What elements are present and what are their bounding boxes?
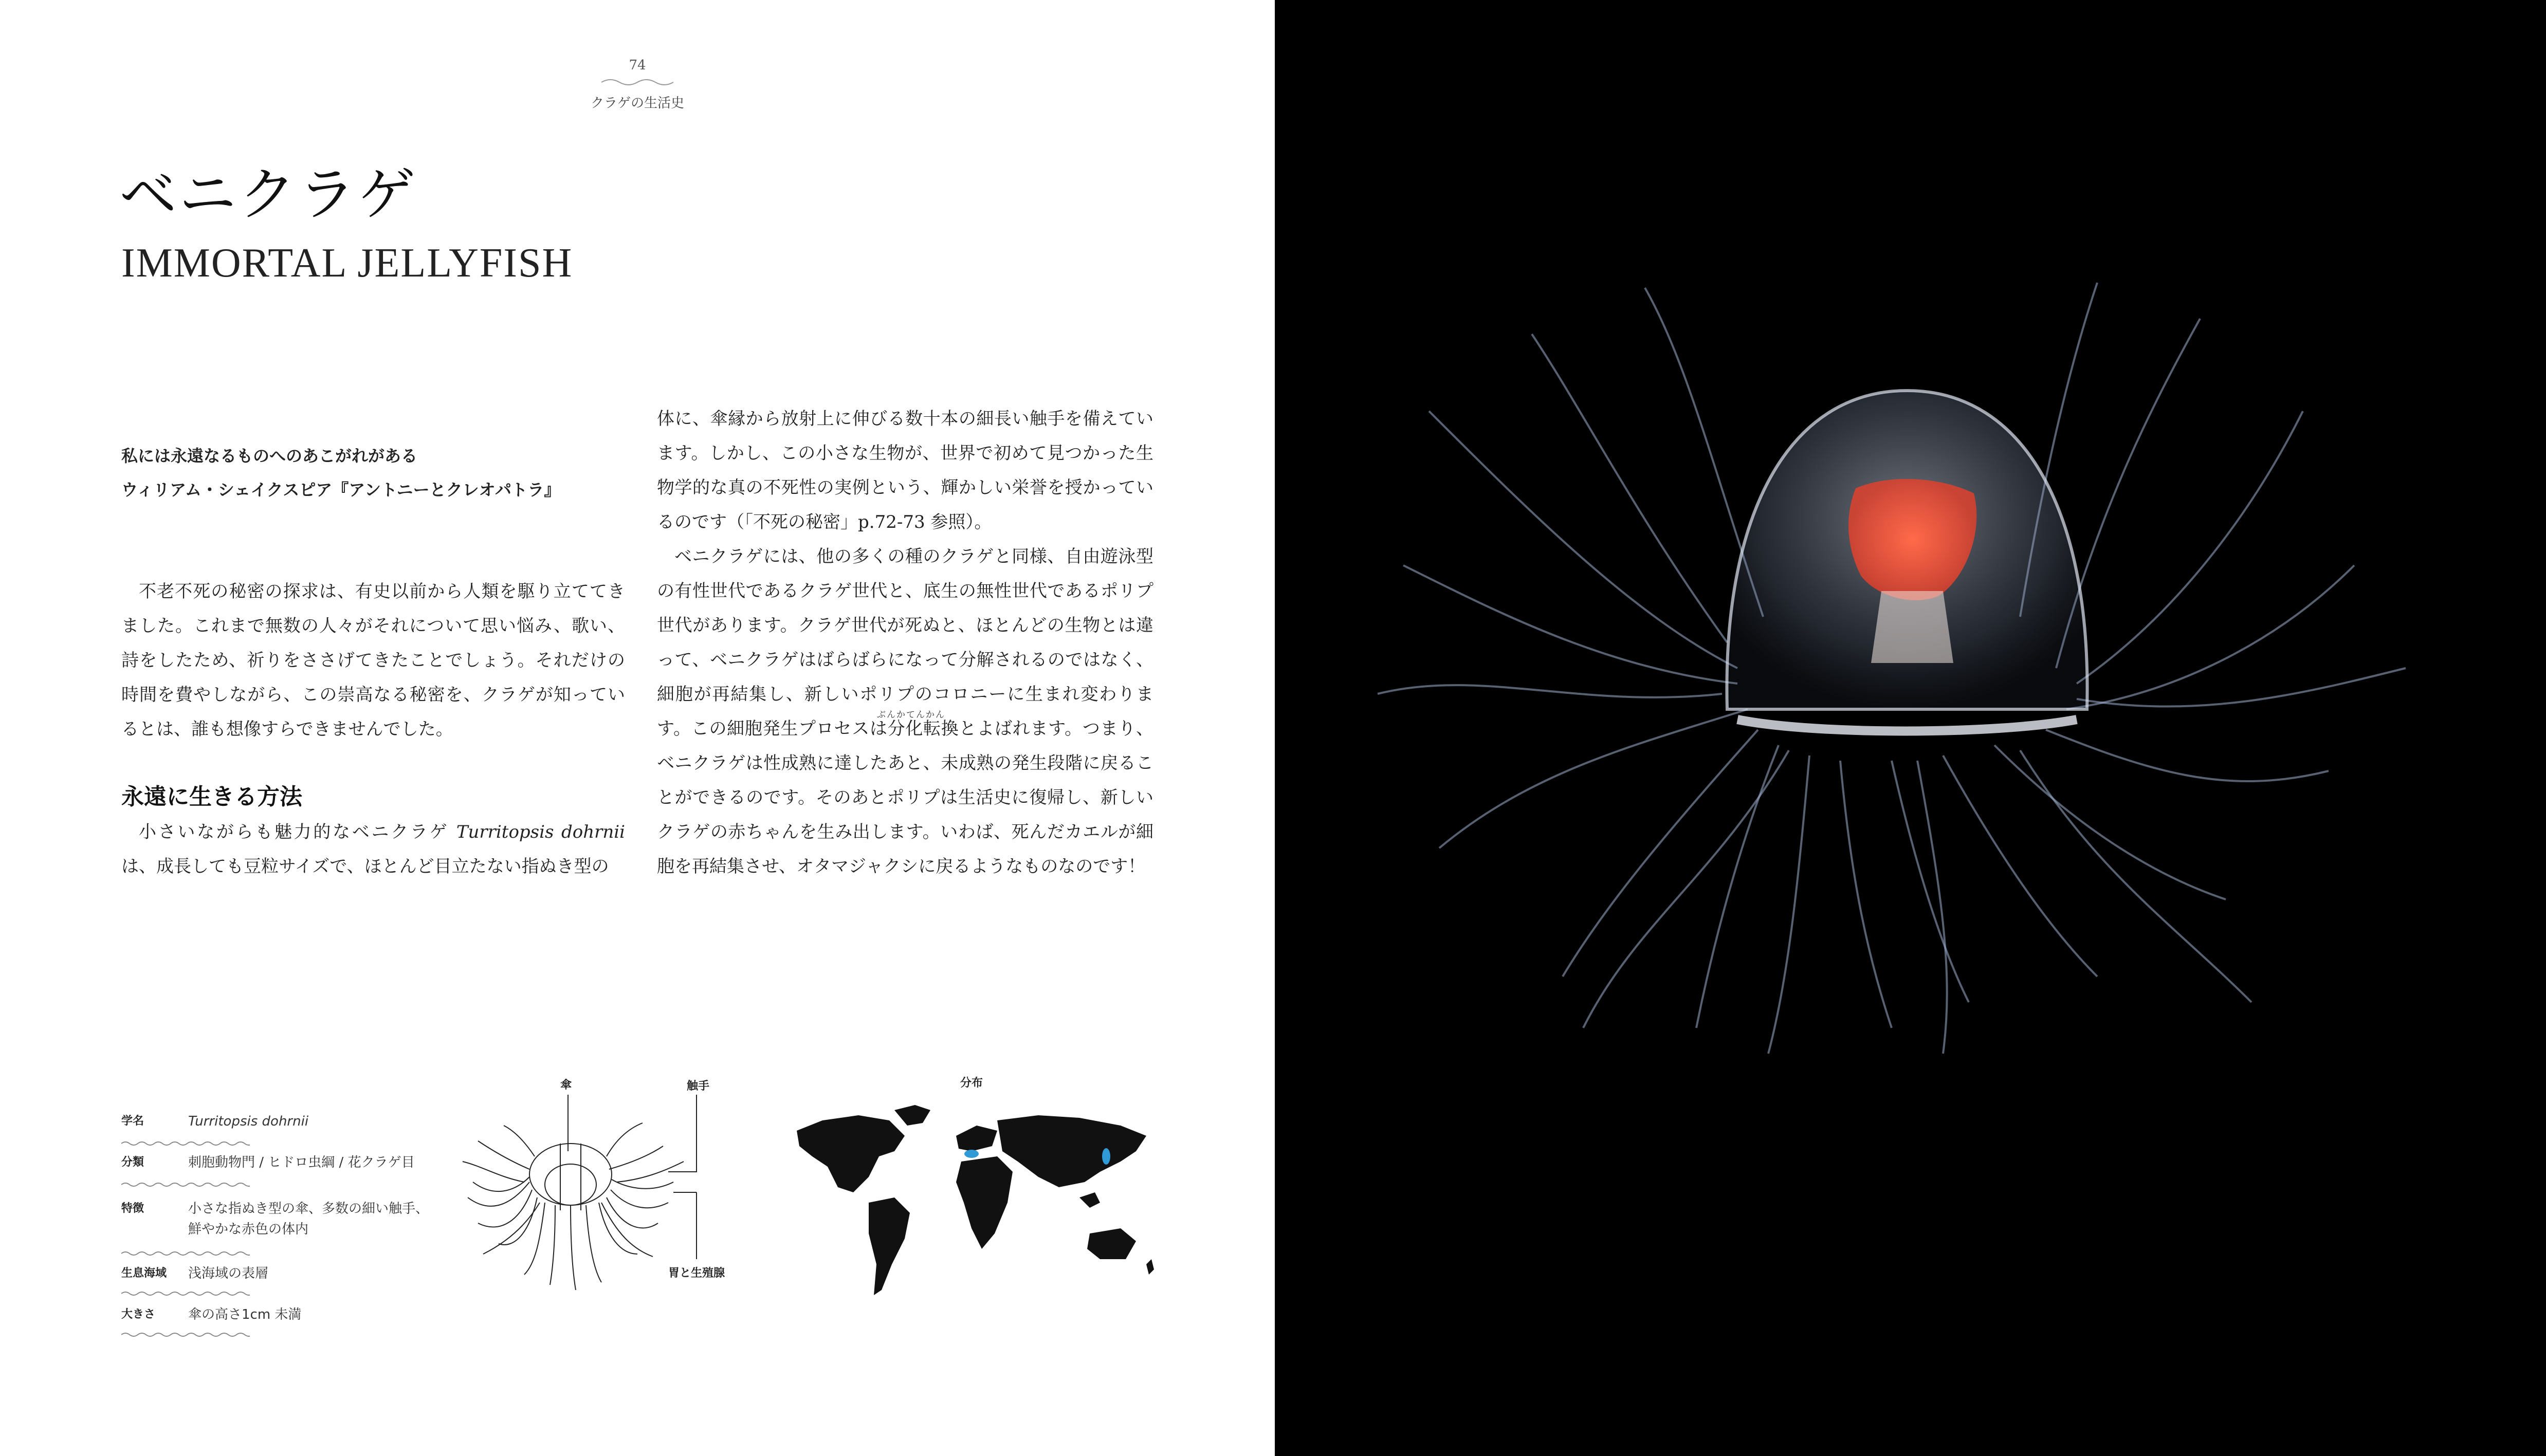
australia-shape [1087,1228,1136,1259]
diagram-label-tentacles: 触手 [687,1080,710,1093]
fact-row [121,1264,450,1305]
japan-range-marker [1102,1148,1110,1165]
manubrium [1871,591,1953,663]
fact-value: 傘の高さ1cm 未満 [188,1307,302,1322]
epigraph-attribution: ウィリアム・シェイクスピア『アントニーとクレオパトラ』 [121,480,561,500]
wave-divider [121,1250,250,1257]
fact-key: 大きさ [121,1308,156,1321]
fact-row [121,1305,450,1347]
header-wave-ornament [601,77,673,87]
column-paragraph-2: ベニクラゲには、他の多くの種のクラゲと同様、自由遊泳型の有性世代であるクラゲ世代と、底生の無性世代であるポリプ世代があります。クラゲ世代が死ぬと、ほとんどの生物とは違って、ベニクラゲはばらばらになって分解されるのではなく、細胞が再結集し、新しいポリプのコロニーに生まれ変わります。この細胞発生プロセスは分化転換とよばれます。つまり、ベニクラゲは性成熟に達したあと、未成熟の発生段階に戻ることができるのです。そのあとポリプは生活史に復帰し、新しいクラゲの赤ちゃんを生み出します。いわば、死んだカエルが細胞を再結集させ、オタマジャクシに戻るようなものなのです！ [657,546,1153,877]
north-america-shape [797,1115,905,1192]
furigana-ruby: ぶんかてんかん [877,710,945,720]
section-paragraph [121,815,625,884]
fact-table [121,1112,450,1322]
jellyfish-photo-illustration [1275,0,2546,1456]
fact-value: Turritopsis dohrnii [188,1114,309,1129]
page-title-english: IMMORTAL JELLYFISH [121,241,573,286]
intro-paragraph: 不老不死の秘密の探求は、有史以前から人類を駆り立ててきました。これまで無数の人々がそれについて思い悩み、歌い、詩をしたため、祈りをささげてきたことでしょう。それだけの時間を費やしながら、この崇高なる秘密を、クラゲが知っているとは、誰も想像すらできませんでした。 [121,581,625,740]
southeast-asia-shape [1079,1192,1100,1208]
fact-value: 浅海域の表層 [188,1266,269,1281]
epigraph-quote: 私には永遠なるものへのあこがれがある [121,446,418,466]
section-heading: 永遠に生きる方法 [121,784,302,810]
new-zealand-shape [1146,1259,1154,1275]
section-text-before: 小さいながらも魅力的なベニクラゲ [139,822,456,842]
fact-row [121,1153,450,1194]
fact-key: 分類 [121,1156,144,1169]
africa-shape [956,1156,1013,1249]
section-paragraph-column [121,815,625,884]
fact-key: 学名 [121,1115,144,1128]
wave-divider [121,1140,250,1147]
diagram-label-distribution: 分布 [960,1077,983,1090]
epigraph [121,439,635,507]
south-america-shape [869,1197,910,1295]
running-head: クラゲの生活史 [590,96,684,111]
scientific-name: Turritopsis dohrnii [456,822,625,842]
world-distribution-map [792,1100,1157,1316]
fact-value: 小さな指ぬき型の傘、多数の細い触手、鮮やかな赤色の体内 [188,1201,429,1237]
mediterranean-range-marker [964,1150,979,1158]
column-paragraph-1: 体に、傘縁から放射上に伸びる数十本の細長い触手を備えています。しかし、この小さな生物が、世界で初めて見つかった生物学的な真の不死性の実例という、輝かしい栄誉を授かっているのです（「不死の秘密」p.72-73 参照）。 [657,409,1153,532]
fact-key: 生息海域 [121,1267,167,1280]
diagram-label-stomach-gonads: 胃と生殖腺 [668,1267,725,1280]
fact-row [121,1112,450,1153]
wave-divider [121,1331,250,1338]
europe-shape [956,1126,997,1151]
asia-shape [997,1115,1146,1187]
wave-divider [121,1181,250,1188]
section-text-after: は、成長しても豆粒サイズで、ほとんど目立たない指ぬき型の [121,856,609,877]
fact-key: 特徴 [121,1202,144,1215]
jellyfish-photo [1275,0,2546,1456]
greenland-shape [894,1105,930,1126]
intro-paragraph-column [121,575,625,747]
wave-divider [121,1290,250,1297]
jellyfish-line-drawing [452,1079,740,1305]
right-text-column [657,402,1153,884]
bell-margin [1737,720,2077,731]
fact-value: 刺胞動物門 / ヒドロ虫綱 / 花クラゲ目 [188,1155,415,1170]
page-title-japanese: ベニクラゲ [119,161,417,228]
diagram-label-umbrella: 傘 [560,1079,572,1092]
fact-row [121,1200,450,1263]
page-number: 74 [629,58,646,73]
